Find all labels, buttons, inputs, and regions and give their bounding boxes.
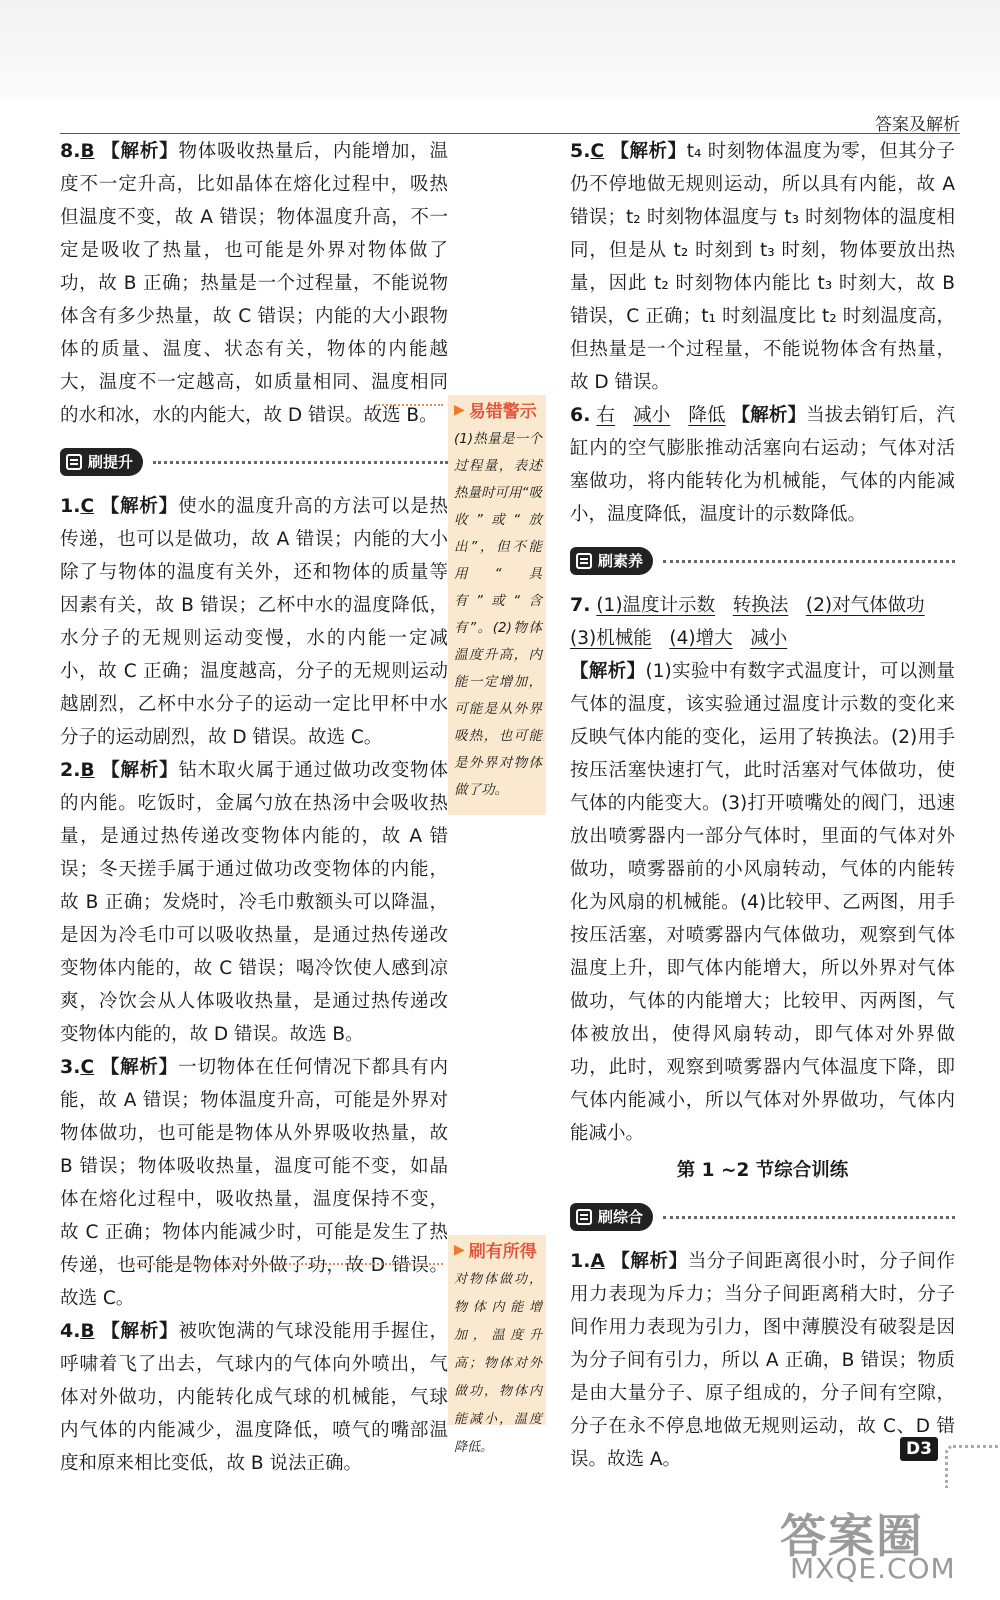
answer-5: 5.C 【解析】t₄ 时刻物体温度为零，但其分子仍不停地做无规则运动，所以具有内能，故 A 错误；t₂ 时刻物体温度与 t₃ 时刻物体的温度相同，但是从 t₂ 时刻到 t₃ 时刻，物体要放出热量，因此 t₂ 时刻物体内能比 t₃ 时刻大，故 B 错误，C 正确；t₁ 时刻温度比 t₂ 时刻温度高，但热量是一个过程量，不能说物体含有热量，故 D 错误。 [570, 140, 955, 393]
answer-1b: 1.A 【解析】当分子间距离很小时，分子间作用力表现为斥力；当分子间距离稍大时，分子间作用力表现为引力，图中薄膜没有破裂是因为分子间有引力，所以 A 正确，B 错误；物质是由大量分子、原子组成的，分子间有空隙，分子在永不停息地做无规则运动，故 C、D 错误。故选 A。 [570, 1250, 955, 1470]
answer-3: 3.C 【解析】一切物体在任何情况下都具有内能，故 A 错误；物体温度升高，可能是外界对物体做功，也可能是物体从外界吸收热量，故 B 错误；物体吸收热量，温度可能不变，如晶体在熔化过程中，吸收热量，温度保持不变，故 C 正确；物体内能减少时，可能是发生了热传递，也可能是物体对外做了功，故 D 错误。故选 C。 [60, 1056, 448, 1309]
section-badge-shua-tisheng: 刷提升 [60, 446, 448, 478]
section-badge-shua-suyang: 刷素养 [570, 545, 955, 577]
answer-7-blanks: 7. (1)温度计示数 转换法 (2)对气体做功 (3)机械能 (4)增大 减小 [570, 594, 925, 649]
watermark-logo: 答案圈 [780, 1509, 924, 1563]
top-margin [0, 0, 1000, 100]
leader-line [130, 1263, 443, 1265]
answer-2: 2.B 【解析】钻木取火属于通过做功改变物体的内能。吃饭时，金属勺放在热汤中会吸收热量，是通过热传递改变物体内能的，故 A 错误；冬天搓手属于通过做功改变物体的内能，故 B 正确；发烧时，冷毛巾敷额头可以降温，是因为冷毛巾可以吸收热量，是通过热传递改变物体内能的，故 C 错误；喝冷饮使人感到凉爽，冷饮会从人体吸收热量，是通过热传递改变物体内能的，故 D 错误。故选 B。 [60, 759, 448, 1045]
sidebar-tip-errors: ▶ 易错警示 (1)热量是一个过程量，表述热量时可用“吸收”或“放出”，但不能用“具有”或“含有”。(2)物体温度升高，内能一定增加，可能是从外界吸热，也可能是外界对物体做了功。 [448, 395, 546, 815]
book-icon [66, 454, 82, 470]
book-icon [576, 1209, 592, 1225]
corner-dots [945, 1445, 998, 1488]
leader-line [375, 404, 443, 406]
answer-7-analysis: 【解析】(1)实验中有数字式温度计，可以测量气体的温度，该实验通过温度计示数的变化来反映气体内能的变化，运用了转换法。(2)用手按压活塞快速打气，此时活塞对气体做功，使气体的内能变大。(3)打开喷嘴处的阀门，迅速放出喷雾器内一部分气体时，里面的气体对外做功，喷雾器前的小风扇转动，气体的内能转化为风扇的机械能。(4)比较甲、乙两图，用手按压活塞，对喷雾器内气体做功，观察到气体温度上升，即气体内能增大，所以外界对气体做功，气体的内能增大；比较甲、丙两图，气体被放出，使得风扇转动，即气体对外界做功，此时，观察到喷雾器内气体温度下降，即气体内能减小，所以气体对外界做功，气体内能减小。 [570, 661, 955, 1144]
dotted-divider [663, 1216, 955, 1219]
book-icon [576, 553, 592, 569]
answer-4: 4.B 【解析】被吹饱满的气球没能用手握住，呼啸着飞了出去，气球内的气体向外喷出，气体对外做功，内能转化成气球的机械能，气球内气体的内能减少，温度降低，喷气的嘴部温度和原来相比变低，故 B 说法正确。 [60, 1320, 448, 1474]
answer-6: 6. 右 减小 降低 【解析】当拔去销钉后，汽缸内的空气膨胀推动活塞向右运动；气体对活塞做功，将内能转化为机械能，气体的内能减小，温度降低，温度计的示数降低。 [570, 404, 955, 525]
watermark-url: MXQE.COM [790, 1552, 956, 1585]
left-column [60, 135, 448, 1480]
section-title: 第 1 ~2 节综合训练 [676, 1160, 849, 1181]
dotted-divider [153, 461, 448, 464]
arrow-icon: ▶ [454, 401, 465, 418]
arrow-icon: ▶ [454, 1241, 465, 1258]
header-rule [60, 133, 960, 134]
dotted-divider [663, 560, 955, 563]
section-badge-shua-zonghe: 刷综合 [570, 1201, 955, 1233]
page-number: D3 [900, 1437, 938, 1461]
sidebar-tip-gains: ▶ 刷有所得 对物体做功，物体内能增加，温度升高；物体对外做功，物体内能减小，温度降低。 [448, 1235, 546, 1425]
answer-8: 8.B 【解析】物体吸收热量后，内能增加，温度不一定升高，比如晶体在熔化过程中，吸热但温度不变，故 A 错误；物体温度升高，不一定是吸收了热量，也可能是外界对物体做了功，故 B 正确；热量是一个过程量，不能说物体含有多少热量，故 C 错误；内能的大小跟物体的质量、温度、状态有关，物体的内能越大，温度不一定越高，如质量相同、温度相同的水和冰，水的内能大，故 D 错误。故选 B。 [60, 140, 448, 426]
header-title: 答案及解析 [875, 115, 960, 135]
right-column [570, 135, 955, 1476]
answer-1: 1.C 【解析】使水的温度升高的方法可以是热传递，也可以是做功，故 A 错误；内能的大小除了与物体的温度有关外，还和物体的质量等因素有关，故 B 错误；乙杯中水的温度降低，水分子的无规则运动变慢，水的内能一定减小，故 C 正确；温度越高，分子的无规则运动越剧烈，乙杯中水分子的运动一定比甲杯中水分子的运动剧烈，故 D 错误。故选 C。 [60, 495, 448, 748]
